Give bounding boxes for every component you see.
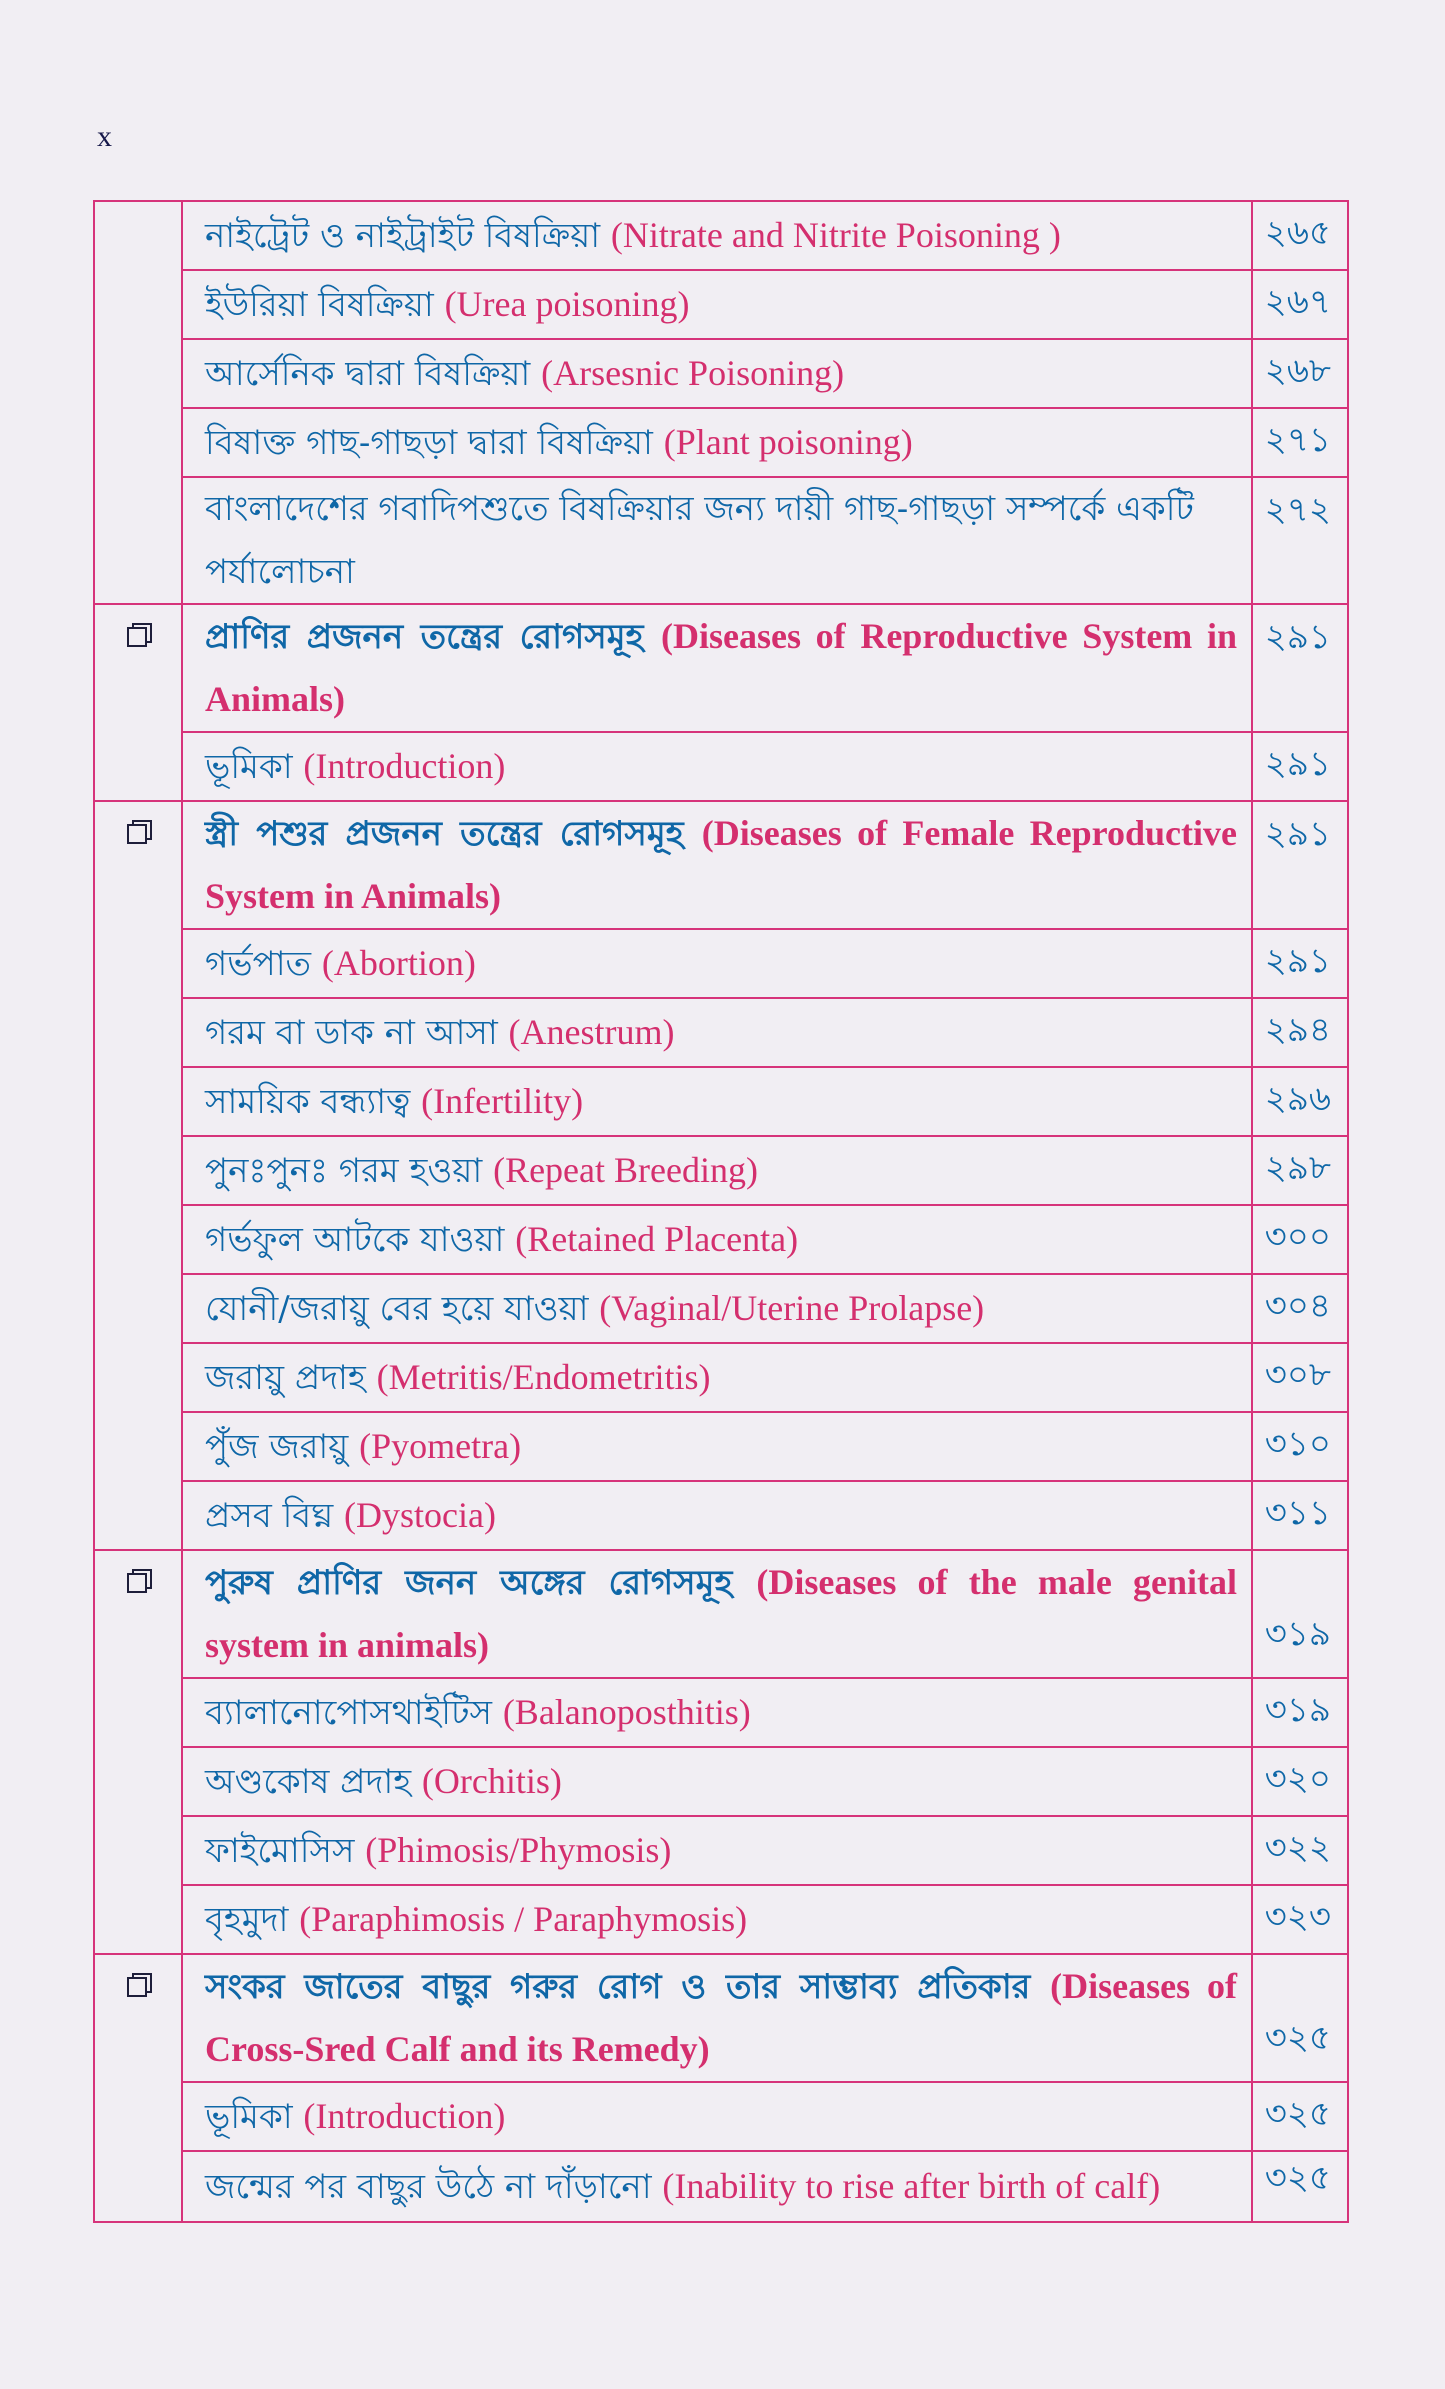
toc-row[interactable] [94, 408, 1348, 477]
toc-row[interactable] [94, 1205, 1348, 1274]
entry-page: ৩২২ [1252, 1816, 1348, 1885]
section-title-en: (Diseases of Cross-Sred Calf and its Remedy) [205, 1966, 1238, 2069]
section-bullet-icon [127, 1573, 147, 1593]
entry-page: ৩০৪ [1252, 1274, 1348, 1343]
entry-title-en: (Orchitis) [421, 1761, 562, 1801]
entry-page: ৩১৯ [1252, 1678, 1348, 1747]
entry-page: ২৯৬ [1252, 1067, 1348, 1136]
toc-row[interactable] [94, 1274, 1348, 1343]
entry-page: ২৯৪ [1252, 998, 1348, 1067]
section-title-en: (Diseases of the male genital system in animals) [205, 1562, 1237, 1665]
entry-title-bn: ইউরিয়া বিষক্রিয়া [205, 285, 434, 325]
entry-page: ৩০৮ [1252, 1343, 1348, 1412]
entry-page: ২৬৭ [1252, 270, 1348, 339]
entry-page: ২৭২ [1252, 477, 1348, 604]
toc-row[interactable] [94, 1885, 1348, 1954]
toc-row[interactable] [94, 2082, 1348, 2151]
toc-row[interactable] [94, 1678, 1348, 1747]
entry-title-en: (Phimosis/Phymosis) [365, 1830, 672, 1870]
entry-page: ৩২০ [1252, 1747, 1348, 1816]
entry-title-en: (Anestrum) [508, 1012, 675, 1052]
toc-section-heading[interactable] [94, 1954, 1348, 2082]
toc-row[interactable] [94, 201, 1348, 270]
entry-title-en: (Introduction) [303, 2096, 506, 2136]
section-title-bn: সংকর জাতের বাছুর গরুর রোগ ও তার সাম্ভাব্য প্রতিকার [205, 1967, 1031, 2007]
entry-title-bn: গর্ভপাত [205, 944, 312, 984]
entry-page: ২৯১ [1252, 929, 1348, 998]
toc-row[interactable] [94, 1343, 1348, 1412]
section-bullet-icon [127, 627, 147, 647]
toc-row[interactable] [94, 929, 1348, 998]
toc-row[interactable] [94, 732, 1348, 801]
section-title-en: (Diseases of Reproductive System in Animals) [205, 616, 1237, 719]
toc-section-heading[interactable] [94, 801, 1348, 929]
entry-page: ৩২৩ [1252, 1885, 1348, 1954]
entry-title-bn: প্রসব বিঘ্ন [205, 1496, 334, 1536]
section-title-bn: প্রাণির প্রজনন তন্ত্রের রোগসমূহ [205, 617, 644, 657]
entry-title-bn: গরম বা ডাক না আসা [205, 1013, 498, 1053]
entry-title-en: (Abortion) [321, 943, 476, 983]
entry-title-en: (Balanoposthitis) [502, 1692, 751, 1732]
entry-page: ২৯১ [1252, 732, 1348, 801]
entry-title-bn: বিষাক্ত গাছ-গাছড়া দ্বারা বিষক্রিয়া [205, 423, 653, 463]
entry-page: ৩২৫ [1252, 2082, 1348, 2151]
entry-page: ৩০০ [1252, 1205, 1348, 1274]
toc-row[interactable] [94, 477, 1348, 604]
entry-title-en: (Retained Placenta) [515, 1219, 799, 1259]
entry-title-bn: ব্যালানোপোসথাইটিস [205, 1693, 492, 1733]
table-of-contents [93, 200, 1349, 2223]
toc-row[interactable] [94, 270, 1348, 339]
entry-page: ২৬৮ [1252, 339, 1348, 408]
toc-row[interactable] [94, 339, 1348, 408]
section-page: ২৯১ [1252, 604, 1348, 732]
toc-row[interactable] [94, 1481, 1348, 1550]
section-title-en: (Diseases of Female Reproductive System in Animals) [205, 813, 1237, 916]
entry-title-en: (Plant poisoning) [663, 422, 913, 462]
toc-row[interactable] [94, 1816, 1348, 1885]
toc-row[interactable] [94, 1747, 1348, 1816]
toc-row[interactable] [94, 2151, 1348, 2222]
entry-title-bn: যোনী/জরায়ু বের হয়ে যাওয়া [205, 1289, 589, 1329]
entry-title-bn: আর্সেনিক দ্বারা বিষক্রিয়া [205, 354, 531, 394]
entry-page: ৩১০ [1252, 1412, 1348, 1481]
entry-title-bn: পুঁজ জরায়ু [205, 1427, 349, 1467]
entry-page: ৩১১ [1252, 1481, 1348, 1550]
toc-row[interactable] [94, 1136, 1348, 1205]
entry-title-en: (Inability to rise after birth of calf) [662, 2166, 1161, 2206]
toc-section-heading[interactable] [94, 604, 1348, 732]
entry-title-bn: জন্মের পর বাছুর উঠে না দাঁড়ানো [205, 2167, 652, 2207]
entry-title-en: (Urea poisoning) [444, 284, 690, 324]
entry-title-en: (Metritis/Endometritis) [376, 1357, 711, 1397]
entry-title-en: (Arsesnic Poisoning) [541, 353, 845, 393]
entry-title-en: (Nitrate and Nitrite Poisoning ) [610, 215, 1061, 255]
section-page: ৩২৫ [1252, 1954, 1348, 2082]
section-page: ২৯১ [1252, 801, 1348, 929]
entry-title-en: (Repeat Breeding) [493, 1150, 758, 1190]
entry-page: ২৯৮ [1252, 1136, 1348, 1205]
entry-title-en: (Paraphimosis / Paraphymosis) [299, 1899, 748, 1939]
section-title-bn: পুরুষ প্রাণির জনন অঙ্গের রোগসমূহ [205, 1563, 733, 1603]
toc-row[interactable] [94, 1412, 1348, 1481]
section-title-bn: স্ত্রী পশুর প্রজনন তন্ত্রের রোগসমূহ [205, 814, 684, 854]
entry-title-bn: ভূমিকা [205, 2097, 293, 2137]
toc-section-heading[interactable] [94, 1550, 1348, 1678]
entry-title-en: (Dystocia) [344, 1495, 496, 1535]
page-number-marker: x [97, 120, 112, 153]
entry-title-en: (Pyometra) [359, 1426, 522, 1466]
entry-title-bn: বৃহমুদা [205, 1900, 289, 1940]
section-page: ৩১৯ [1252, 1550, 1348, 1678]
entry-title-bn: অণ্ডকোষ প্রদাহ [205, 1762, 412, 1802]
entry-title-en: (Infertility) [421, 1081, 584, 1121]
entry-title-bn: বাংলাদেশের গবাদিপশুতে বিষক্রিয়ার জন্য দায়ী গাছ-গাছড়া সম্পর্কে একটি পর্যালোচনা [205, 489, 1194, 592]
section-bullet-icon [127, 824, 147, 844]
entry-title-bn: ফাইমোসিস [205, 1831, 355, 1871]
entry-title-bn: সাময়িক বন্ধ্যাত্ব [205, 1082, 411, 1122]
entry-title-en: (Vaginal/Uterine Prolapse) [599, 1288, 985, 1328]
toc-row[interactable] [94, 1067, 1348, 1136]
entry-title-bn: গর্ভফুল আটকে যাওয়া [205, 1220, 505, 1260]
entry-page: ২৬৫ [1252, 201, 1348, 270]
entry-page: ৩২৫ [1252, 2151, 1348, 2222]
entry-title-bn: পুনঃপুনঃ গরম হওয়া [205, 1151, 483, 1191]
entry-page: ২৭১ [1252, 408, 1348, 477]
section-bullet-icon [127, 1977, 147, 1997]
entry-title-bn: ভূমিকা [205, 747, 293, 787]
entry-title-en: (Introduction) [303, 746, 506, 786]
entry-title-bn: নাইট্রেট ও নাইট্রাইট বিষক্রিয়া [205, 216, 601, 256]
entry-title-bn: জরায়ু প্রদাহ [205, 1358, 366, 1398]
toc-row[interactable] [94, 998, 1348, 1067]
